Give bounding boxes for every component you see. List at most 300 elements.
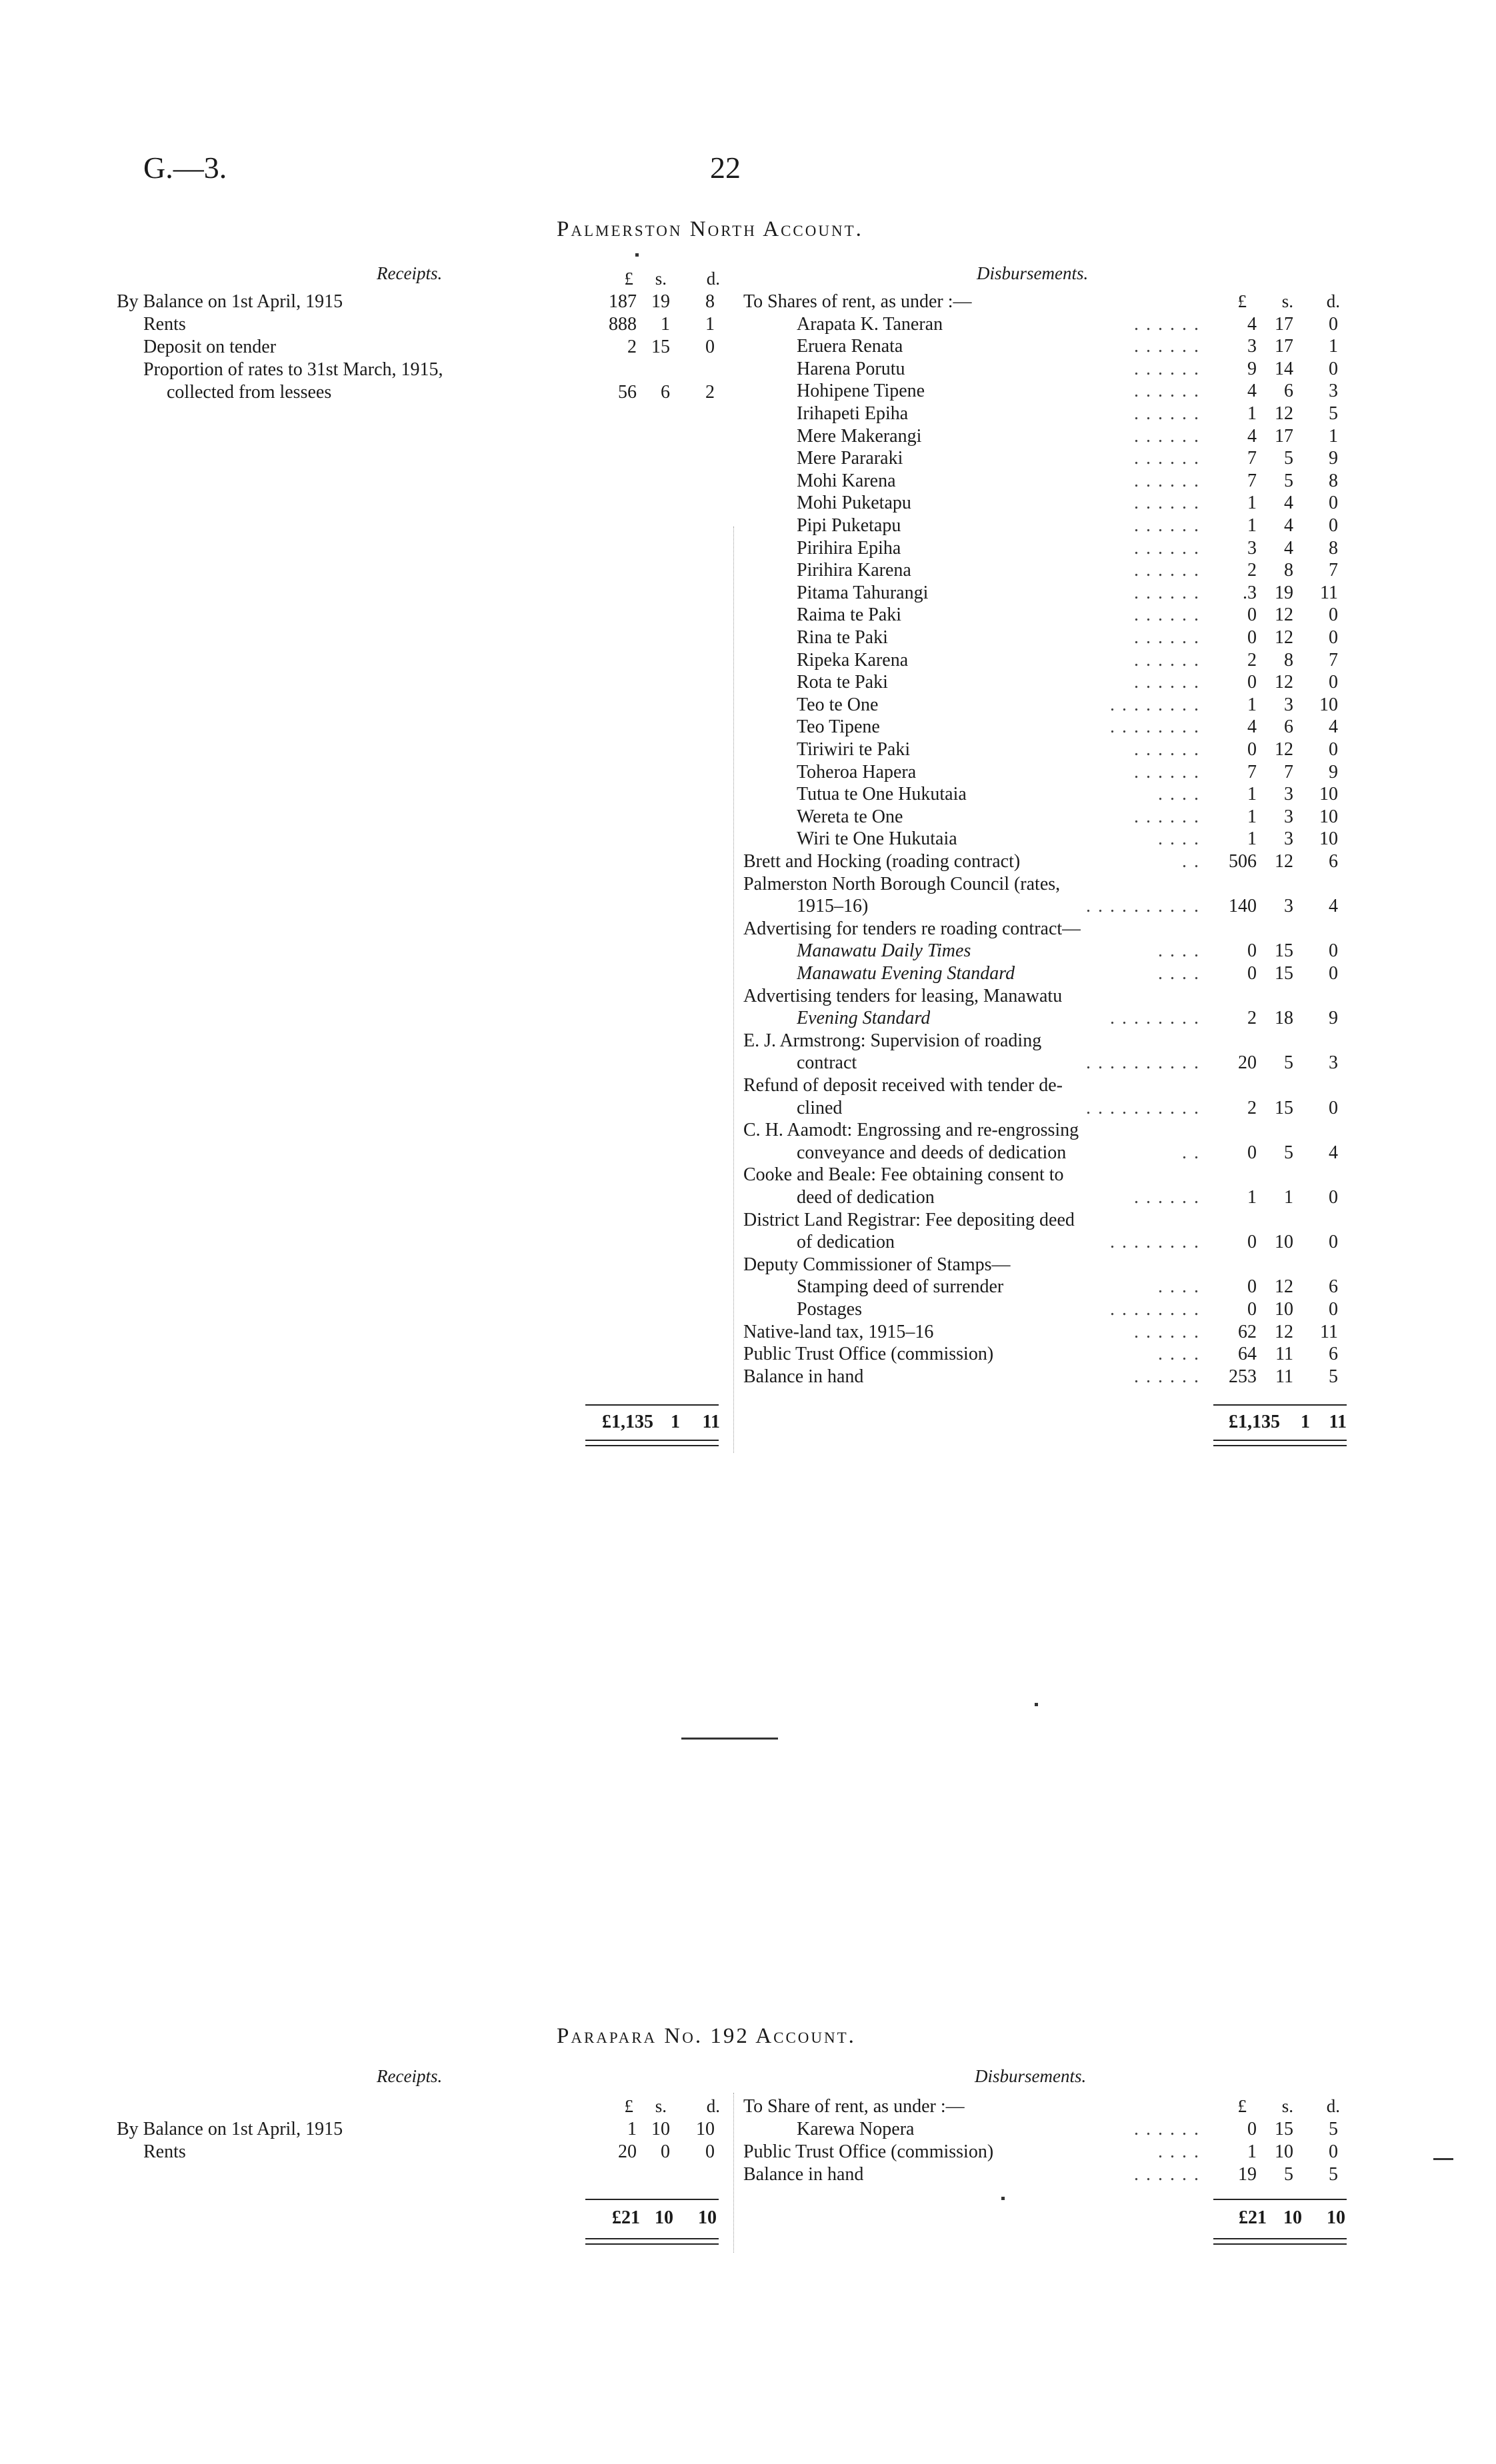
total-pence: 10: [1327, 2207, 1345, 2228]
ledger-row: [0, 896, 1496, 918]
amount-shillings: 12: [1275, 1321, 1293, 1342]
entry-label: Stamping deed of surrender: [797, 1276, 1004, 1298]
entry-label: Public Trust Office (commission): [743, 2141, 994, 2162]
ledger-row: [0, 1098, 1496, 1120]
entry-label: Brett and Hocking (roading contract): [743, 851, 1021, 872]
amount-pounds: 2: [627, 337, 637, 357]
entry-label: Arapata K. Taneran: [797, 313, 943, 335]
receipts-heading: Receipts.: [377, 263, 443, 283]
leader-dots: . . . . . .: [1134, 358, 1200, 379]
amount-pence: 11: [1320, 582, 1338, 603]
amount-shillings: 3: [1284, 828, 1293, 850]
amount-pounds: 62: [1238, 1321, 1257, 1342]
amount-pounds: 2: [1247, 560, 1257, 581]
ledger-row: [0, 986, 1496, 1008]
leader-dots: . . . . . . . .: [1110, 1008, 1200, 1029]
disbursements-total-rule: [1213, 1404, 1347, 1406]
amount-shillings: 3: [1284, 784, 1293, 805]
amount-pence: 0: [1329, 1097, 1338, 1118]
leader-dots: . . . . . .: [1134, 470, 1200, 491]
amount-pounds: 4: [1247, 313, 1257, 335]
entry-label: Mere Makerangi: [797, 425, 922, 447]
unit-pence: d.: [1326, 291, 1340, 311]
leader-dots: . . . . . .: [1134, 1187, 1200, 1208]
amount-shillings: 19: [651, 291, 670, 312]
amount-shillings: 1: [661, 314, 670, 335]
amount-pounds: .3: [1243, 582, 1257, 603]
ledger-row: [0, 583, 1496, 605]
amount-shillings: 4: [1284, 493, 1293, 514]
ledger-row: [0, 515, 1496, 538]
entry-label: Rina te Paki: [797, 627, 888, 648]
amount-pounds: 9: [1247, 358, 1257, 379]
leader-dots: . . . . . . . . . .: [1086, 1097, 1200, 1118]
entry-label: Pitama Tahurangi: [797, 582, 929, 603]
leader-dots: . . . . . . . .: [1110, 716, 1200, 738]
amount-shillings: 10: [1275, 1232, 1293, 1253]
amount-pence: 8: [1329, 470, 1338, 491]
entry-label: conveyance and deeds of dedication: [797, 1142, 1067, 1163]
amount-shillings: 3: [1284, 896, 1293, 917]
unit-pounds: £: [624, 2096, 633, 2116]
ledger-row: [0, 716, 1496, 739]
ledger-row: [0, 918, 1496, 941]
disbursements-total-double-rule: [1213, 1440, 1347, 1446]
amount-pounds: 1: [1247, 1187, 1257, 1208]
amount-pounds: 1: [1247, 806, 1257, 827]
entry-label: C. H. Aamodt: Engrossing and re-engrossing: [743, 1120, 1079, 1141]
leader-dots: . . . . . .: [1134, 605, 1200, 626]
amount-shillings: 18: [1275, 1008, 1293, 1029]
ledger-row: [0, 336, 1496, 359]
ledger-row: [0, 471, 1496, 493]
amount-pence: 11: [1320, 1321, 1338, 1342]
ledger-row: [0, 963, 1496, 986]
total-shillings: 1: [671, 1412, 680, 1432]
ledger-row: [0, 1344, 1496, 1366]
leader-dots: . . . . . .: [1134, 2164, 1200, 2185]
ledger-row: [0, 403, 1496, 426]
entry-label: 1915–16): [797, 896, 869, 917]
amount-pounds: 56: [618, 382, 637, 403]
leader-dots: . . . . . .: [1134, 649, 1200, 670]
amount-shillings: 1: [1284, 1187, 1293, 1208]
amount-pounds: 2: [1247, 1097, 1257, 1118]
amount-pounds: 3: [1247, 336, 1257, 357]
amount-pence: 8: [1329, 537, 1338, 559]
ledger-row: [0, 784, 1496, 806]
amount-pounds: 0: [1247, 1299, 1257, 1320]
amount-shillings: 4: [1284, 537, 1293, 559]
entry-label: Wereta te One: [797, 806, 903, 827]
amount-shillings: 17: [1275, 425, 1293, 447]
receipts-total-rule: [585, 1404, 719, 1406]
amount-shillings: 10: [1275, 2141, 1293, 2162]
amount-pounds: 0: [1247, 1142, 1257, 1163]
ledger-row: [0, 739, 1496, 762]
amount-shillings: 5: [1284, 470, 1293, 491]
entry-label: Tutua te One Hukutaia: [797, 784, 967, 805]
account-title: Parapara No. 192 Account.: [557, 2024, 856, 2048]
amount-shillings: 8: [1284, 560, 1293, 581]
entry-label: District Land Registrar: Fee depositing deed: [743, 1209, 1075, 1230]
ledger-row: [0, 381, 1496, 403]
amount-pence: 8: [705, 291, 715, 312]
entry-label: Irihapeti Epiha: [797, 403, 909, 424]
unit-pence: d.: [706, 2096, 720, 2116]
unit-pounds: £: [1237, 2096, 1247, 2116]
leader-dots: . . . . . .: [1134, 2119, 1200, 2139]
amount-pounds: 140: [1229, 896, 1257, 917]
margin-arrow: [1433, 2158, 1453, 2160]
amount-pence: 5: [1329, 403, 1338, 424]
entry-label: To Share of rent, as under :—: [743, 2096, 965, 2117]
total-pence: 10: [698, 2207, 717, 2228]
amount-shillings: 10: [651, 2119, 670, 2139]
amount-shillings: 15: [1275, 2119, 1293, 2139]
amount-shillings: 12: [1275, 739, 1293, 760]
leader-dots: . . . . . . . . . .: [1086, 896, 1200, 917]
amount-pounds: 0: [1247, 940, 1257, 962]
amount-shillings: 12: [1275, 605, 1293, 626]
ledger-row: [0, 448, 1496, 471]
ledger-row: [0, 560, 1496, 583]
amount-pence: 5: [1329, 2119, 1338, 2139]
amount-pence: 7: [1329, 560, 1338, 581]
amount-shillings: 3: [1284, 694, 1293, 715]
amount-pence: 10: [696, 2119, 715, 2139]
leader-dots: . . . . . .: [1134, 1321, 1200, 1342]
amount-pounds: 0: [1247, 605, 1257, 626]
entry-label: Hohipene Tipene: [797, 381, 925, 402]
ledger-row: [0, 828, 1496, 851]
amount-pounds: 3: [1247, 537, 1257, 559]
entry-label: Pirihira Epiha: [797, 537, 901, 559]
amount-pence: 1: [1329, 425, 1338, 447]
unit-shillings: s.: [1281, 2096, 1293, 2116]
ledger-row: [0, 1276, 1496, 1299]
leader-dots: . . . .: [1158, 828, 1200, 850]
disbursements-list: [0, 2096, 1496, 2196]
entry-label: Cooke and Beale: Fee obtaining consent to: [743, 1164, 1064, 1186]
amount-pounds: 1: [1247, 784, 1257, 805]
ledger-row: [0, 1210, 1496, 1232]
amount-shillings: 17: [1275, 313, 1293, 335]
entry-label: Deputy Commissioner of Stamps—: [743, 1254, 1011, 1275]
ledger-row: [0, 940, 1496, 963]
ledger-row: [0, 851, 1496, 874]
amount-shillings: 5: [1284, 448, 1293, 469]
amount-pounds: 4: [1247, 381, 1257, 402]
total-shillings: 10: [655, 2207, 673, 2228]
amount-pounds: 1: [1247, 694, 1257, 715]
entry-label: Mere Pararaki: [797, 448, 903, 469]
receipts-total-double-rule: [585, 2238, 719, 2245]
amount-shillings: 10: [1275, 1299, 1293, 1320]
amount-pence: 0: [1329, 739, 1338, 760]
receipts-total-rule: [585, 2199, 719, 2200]
leader-dots: . . . . . . . .: [1110, 1299, 1200, 1320]
amount-shillings: 12: [1275, 851, 1293, 872]
disbursements-heading: Disbursements.: [977, 263, 1089, 283]
leader-dots: . . . . . .: [1134, 403, 1200, 424]
amount-pounds: 0: [1247, 739, 1257, 760]
amount-shillings: 6: [661, 382, 670, 403]
entry-label: Evening Standard: [797, 1008, 931, 1029]
entry-label: Palmerston North Borough Council (rates,: [743, 873, 1061, 894]
total-pounds: £21: [612, 2207, 640, 2228]
ledger-row: [0, 762, 1496, 784]
amount-pence: 4: [1329, 716, 1338, 738]
amount-shillings: 6: [1284, 381, 1293, 402]
amount-pence: 0: [1329, 963, 1338, 984]
ledger-row: [0, 1164, 1496, 1187]
ledger-row: [0, 1142, 1496, 1165]
amount-pence: 0: [1329, 605, 1338, 626]
entry-label: Rents: [143, 314, 186, 335]
ledger-row: [0, 1052, 1496, 1075]
entry-label: To Shares of rent, as under :—: [743, 291, 972, 312]
entry-label: Pirihira Karena: [797, 560, 911, 581]
leader-dots: . . . .: [1158, 2141, 1200, 2162]
amount-pounds: 1: [1247, 828, 1257, 850]
disbursements-list: [0, 291, 1496, 1398]
amount-pounds: 7: [1247, 470, 1257, 491]
amount-pounds: 20: [1238, 1052, 1257, 1074]
amount-pence: 0: [1329, 515, 1338, 536]
amount-pounds: 1: [1247, 403, 1257, 424]
leader-dots: . . . . . . . . . .: [1086, 1052, 1200, 1074]
amount-pence: 0: [1329, 493, 1338, 514]
leader-dots: . . . . . .: [1134, 313, 1200, 335]
section-dot: [1035, 1703, 1038, 1706]
amount-pence: 6: [1329, 1344, 1338, 1365]
entry-label: Advertising for tenders re roading contract—: [743, 918, 1081, 939]
amount-pence: 1: [1329, 336, 1338, 357]
amount-pence: 3: [1329, 381, 1338, 402]
entry-label: Rents: [143, 2141, 186, 2162]
amount-pounds: 0: [1247, 1232, 1257, 1253]
amount-pence: 6: [1329, 851, 1338, 872]
entry-label: Pipi Puketapu: [797, 515, 901, 536]
leader-dots: . . . . . .: [1134, 537, 1200, 559]
page-number: 22: [710, 151, 741, 185]
disbursements-heading: Disbursements.: [975, 2066, 1087, 2086]
amount-shillings: 5: [1284, 1142, 1293, 1163]
entry-label: of dedication: [797, 1232, 895, 1253]
amount-pounds: 1: [1247, 515, 1257, 536]
entry-label: collected from lessees: [167, 382, 332, 403]
entry-label: E. J. Armstrong: Supervision of roading: [743, 1030, 1042, 1051]
ledger-row: [0, 1299, 1496, 1322]
total-pence: 11: [1329, 1412, 1347, 1432]
entry-label: deed of dedication: [797, 1187, 935, 1208]
unit-shillings: s.: [655, 269, 667, 289]
ledger-row: [0, 291, 1496, 314]
total-pounds: £1,135: [1229, 1412, 1280, 1432]
amount-pounds: 2: [1247, 649, 1257, 670]
amount-shillings: 19: [1275, 582, 1293, 603]
leader-dots: . . . . . .: [1134, 560, 1200, 581]
amount-pence: 9: [1329, 448, 1338, 469]
leader-dots: . .: [1182, 1142, 1200, 1163]
unit-pence: d.: [706, 269, 720, 289]
leader-dots: . . . .: [1158, 784, 1200, 805]
amount-pence: 5: [1329, 1366, 1338, 1387]
leader-dots: . . . . . .: [1134, 582, 1200, 603]
amount-pounds: 4: [1247, 716, 1257, 738]
entry-label: Balance in hand: [743, 2164, 864, 2185]
amount-shillings: 5: [1284, 2164, 1293, 2185]
entry-label: Public Trust Office (commission): [743, 1344, 994, 1365]
entry-label: contract: [797, 1052, 857, 1074]
entry-label: Wiri te One Hukutaia: [797, 828, 957, 850]
entry-label: By Balance on 1st April, 1915: [117, 291, 343, 312]
ledger-row: [0, 1075, 1496, 1098]
leader-dots: . . . . . .: [1134, 381, 1200, 402]
amount-pounds: 187: [609, 291, 637, 312]
ledger-row: [0, 1120, 1496, 1142]
amount-pence: 9: [1329, 1008, 1338, 1029]
total-shillings: 1: [1301, 1412, 1310, 1432]
amount-pounds: 4: [1247, 425, 1257, 447]
ledger-row: [0, 493, 1496, 515]
ledger-row: [0, 2096, 1496, 2119]
amount-shillings: 8: [1284, 649, 1293, 670]
entry-label: Manawatu Evening Standard: [797, 963, 1015, 984]
entry-label: Tiriwiri te Paki: [797, 739, 911, 760]
amount-shillings: 6: [1284, 716, 1293, 738]
amount-pence: 4: [1329, 896, 1338, 917]
amount-pounds: 1: [1247, 493, 1257, 514]
unit-pounds: £: [1237, 291, 1247, 311]
amount-pounds: 0: [1247, 672, 1257, 693]
total-pounds: £1,135: [602, 1412, 653, 1432]
amount-pence: 0: [1329, 672, 1338, 693]
receipts-heading: Receipts.: [377, 2066, 443, 2086]
ledger-row: [0, 1322, 1496, 1344]
entry-label: Mohi Karena: [797, 470, 896, 491]
leader-dots: . . . . . .: [1134, 739, 1200, 760]
ledger-row: [0, 672, 1496, 694]
amount-pounds: 64: [1238, 1344, 1257, 1365]
amount-shillings: 7: [1284, 761, 1293, 782]
entry-label: Ripeka Karena: [797, 649, 909, 670]
ledger-row: [0, 2119, 1496, 2141]
entry-label: Postages: [797, 1299, 862, 1320]
amount-pence: 0: [705, 337, 715, 357]
unit-shillings: s.: [1281, 291, 1293, 311]
leader-dots: . .: [1182, 851, 1200, 872]
amount-pounds: 506: [1229, 851, 1257, 872]
entry-label: Proportion of rates to 31st March, 1915,: [143, 359, 443, 380]
amount-pence: 4: [1329, 1142, 1338, 1163]
ledger-row: [0, 1366, 1496, 1389]
entry-label: Toheroa Hapera: [797, 761, 917, 782]
leader-dots: . . . . . .: [1134, 627, 1200, 648]
entry-label: Deposit on tender: [143, 337, 277, 357]
ledger-row: [0, 874, 1496, 896]
total-shillings: 10: [1283, 2207, 1302, 2228]
leader-dots: . . . .: [1158, 1344, 1200, 1365]
amount-pounds: 253: [1229, 1366, 1257, 1387]
ledger-row: [0, 627, 1496, 650]
amount-shillings: 15: [1275, 963, 1293, 984]
amount-shillings: 3: [1284, 806, 1293, 827]
ledger-row: [0, 2141, 1496, 2164]
ledger-row: [0, 1030, 1496, 1053]
amount-shillings: 15: [1275, 940, 1293, 962]
amount-pence: 0: [1329, 940, 1338, 962]
amount-shillings: 12: [1275, 627, 1293, 648]
leader-dots: . . . . . .: [1134, 448, 1200, 469]
amount-pounds: 0: [1247, 2119, 1257, 2139]
leader-dots: . . . .: [1158, 963, 1200, 984]
amount-pence: 0: [1329, 627, 1338, 648]
leader-dots: . . . . . . . .: [1110, 1232, 1200, 1253]
amount-pounds: 19: [1238, 2164, 1257, 2185]
entry-label: Mohi Puketapu: [797, 493, 911, 514]
amount-pounds: 1: [1247, 2141, 1257, 2162]
ledger-row: [0, 694, 1496, 717]
amount-pounds: 20: [618, 2141, 637, 2162]
amount-shillings: 15: [1275, 1097, 1293, 1118]
leader-dots: . . . . . .: [1134, 425, 1200, 447]
unit-shillings: s.: [655, 2096, 667, 2116]
amount-pounds: 7: [1247, 448, 1257, 469]
entry-label: Native-land tax, 1915–16: [743, 1321, 934, 1342]
ledger-row: [0, 1254, 1496, 1277]
entry-label: Advertising tenders for leasing, Manawatu: [743, 985, 1063, 1006]
entry-label: clined: [797, 1097, 843, 1118]
amount-pence: 2: [705, 382, 715, 403]
entry-label: Harena Porutu: [797, 358, 905, 379]
ledger-row: [0, 538, 1496, 561]
amount-pence: 10: [1319, 694, 1338, 715]
amount-pence: 9: [1329, 761, 1338, 782]
total-pence: 11: [702, 1412, 720, 1432]
ledger-row: [0, 359, 1496, 381]
unit-pence: d.: [1326, 2096, 1340, 2116]
disbursements-total-double-rule: [1213, 2238, 1347, 2245]
amount-pence: 0: [1329, 313, 1338, 335]
amount-pence: 6: [1329, 1276, 1338, 1298]
entry-label: Raima te Paki: [797, 605, 902, 626]
entry-label: Manawatu Daily Times: [797, 940, 971, 962]
entry-label: Eruera Renata: [797, 336, 903, 357]
ledger-row: [0, 1008, 1496, 1030]
amount-shillings: 17: [1275, 336, 1293, 357]
leader-dots: . . . .: [1158, 940, 1200, 962]
amount-pounds: 0: [1247, 627, 1257, 648]
ledger-row: [0, 806, 1496, 829]
amount-pence: 10: [1319, 828, 1338, 850]
amount-shillings: 5: [1284, 1052, 1293, 1074]
amount-pence: 3: [1329, 1052, 1338, 1074]
amount-pence: 0: [1329, 1299, 1338, 1320]
title-dot: [635, 253, 639, 257]
amount-shillings: 15: [651, 337, 670, 357]
leader-dots: . . . . . .: [1134, 336, 1200, 357]
entry-label: Refund of deposit received with tender de-: [743, 1075, 1063, 1096]
entry-label: Teo te One: [797, 694, 879, 715]
ledger-row: [0, 1232, 1496, 1254]
entry-label: Karewa Nopera: [797, 2119, 915, 2139]
disbursements-total: [0, 1412, 1496, 1434]
receipts-total-double-rule: [585, 1440, 719, 1446]
unit-pounds: £: [624, 269, 633, 289]
receipts-units: [0, 269, 1496, 291]
